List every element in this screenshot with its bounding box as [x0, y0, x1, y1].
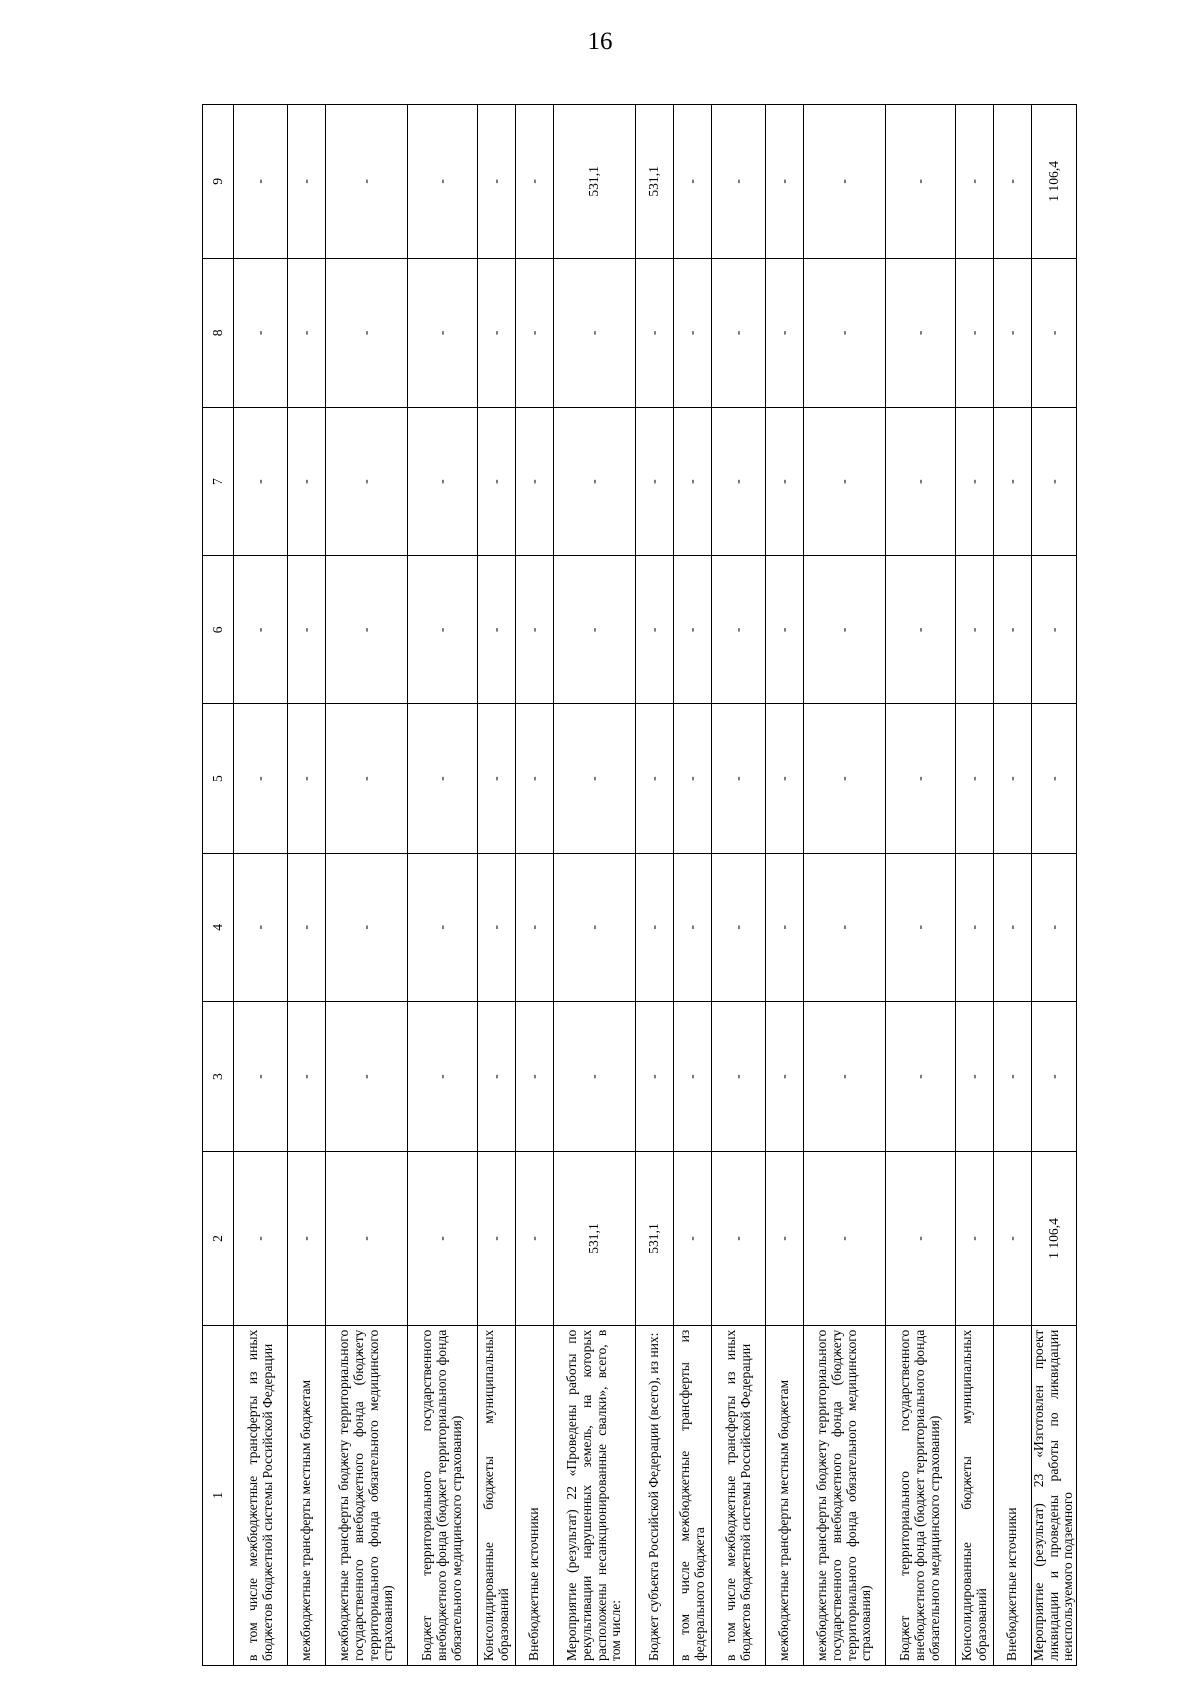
value-cell-col-6: -: [674, 556, 712, 704]
value-cell-col-5: -: [956, 704, 994, 853]
value-cell-col-7: -: [956, 408, 994, 556]
value-cell-col-2: 531,1: [554, 1152, 636, 1325]
row-label-text: в том числе межбюджетные трансферты из иных бюджетов бюджетной системы Российской Федерации: [722, 1329, 753, 1661]
value-cell-col-3: -: [674, 1001, 712, 1151]
column-header-5: 5: [203, 704, 234, 853]
value-cell-col-7: -: [234, 408, 288, 556]
value-cell-col-6: -: [408, 556, 478, 704]
rotated-table-container: [202, 104, 1142, 1666]
value-cell-col-3: -: [994, 1001, 1032, 1151]
page-number: 16: [587, 28, 613, 55]
value-cell-col-5: -: [234, 704, 288, 853]
value-cell-col-6: -: [478, 556, 516, 704]
row-label-text: Бюджет территориального государственного внебюджетного фонда (бюджет территориального фонда обязательного медицинского страхования): [897, 1329, 942, 1661]
value-cell-col-6: -: [712, 556, 766, 704]
value-cell-col-6: -: [288, 556, 326, 704]
table-row: [516, 105, 554, 1666]
value-cell-col-2: -: [994, 1152, 1032, 1325]
value-cell-col-5: -: [712, 704, 766, 853]
value-cell-col-3: -: [636, 1001, 674, 1151]
value-cell-col-7: -: [326, 408, 408, 556]
value-cell-col-4: -: [1032, 853, 1077, 1001]
value-cell-col-4: -: [478, 853, 516, 1001]
row-label-text: Консолидированные бюджеты муниципальных образований: [958, 1329, 989, 1661]
value-cell-col-5: -: [1032, 704, 1077, 853]
row-label-text: Мероприятие (результат) 23 «Изготовлен проект ликвидации и проведены работы по ликвидации неиспользуемого подземного: [1031, 1329, 1076, 1661]
row-label: [886, 1325, 956, 1665]
value-cell-col-4: -: [956, 853, 994, 1001]
table-row: [994, 105, 1032, 1666]
table-row: [712, 105, 766, 1666]
value-cell-col-6: -: [234, 556, 288, 704]
value-cell-col-9: -: [994, 105, 1032, 259]
value-cell-col-8: -: [886, 258, 956, 407]
row-label: [554, 1325, 636, 1665]
row-label: [766, 1325, 804, 1665]
table-row: [956, 105, 994, 1666]
row-label: [478, 1325, 516, 1665]
row-label: [956, 1325, 994, 1665]
table-row: [288, 105, 326, 1666]
row-label: [712, 1325, 766, 1665]
value-cell-col-2: 1 106,4: [1032, 1152, 1077, 1325]
table-row: [766, 105, 804, 1666]
row-label-text: межбюджетные трансферты бюджету территориального государственного внебюджетного фонда (бюджету территориального фонда обязательного медицинского страхования): [814, 1329, 874, 1661]
value-cell-col-3: -: [408, 1001, 478, 1151]
value-cell-col-7: -: [674, 408, 712, 556]
value-cell-col-5: -: [804, 704, 886, 853]
value-cell-col-3: -: [956, 1001, 994, 1151]
value-cell-col-3: -: [712, 1001, 766, 1151]
value-cell-col-9: -: [234, 105, 288, 259]
column-header-8: 8: [203, 258, 234, 407]
value-cell-col-3: -: [554, 1001, 636, 1151]
value-cell-col-8: -: [804, 258, 886, 407]
column-header-1: 1: [203, 1325, 234, 1665]
row-label-text: Внебюджетные источники: [1004, 1507, 1020, 1661]
value-cell-col-7: -: [804, 408, 886, 556]
row-label: [408, 1325, 478, 1665]
value-cell-col-8: -: [234, 258, 288, 407]
value-cell-col-9: 531,1: [636, 105, 674, 259]
header-row: [203, 105, 234, 1666]
value-cell-col-3: -: [804, 1001, 886, 1151]
value-cell-col-8: -: [288, 258, 326, 407]
table-row: [554, 105, 636, 1666]
value-cell-col-3: -: [478, 1001, 516, 1151]
table-row: [408, 105, 478, 1666]
value-cell-col-6: -: [636, 556, 674, 704]
value-cell-col-6: -: [766, 556, 804, 704]
value-cell-col-7: -: [766, 408, 804, 556]
value-cell-col-4: -: [408, 853, 478, 1001]
value-cell-col-4: -: [234, 853, 288, 1001]
value-cell-col-4: -: [288, 853, 326, 1001]
row-label: [326, 1325, 408, 1665]
value-cell-col-7: -: [554, 408, 636, 556]
value-cell-col-5: -: [554, 704, 636, 853]
table-row: [234, 105, 288, 1666]
value-cell-col-6: -: [326, 556, 408, 704]
value-cell-col-5: -: [288, 704, 326, 853]
column-header-9: 9: [203, 105, 234, 259]
value-cell-col-5: -: [326, 704, 408, 853]
table-body: [234, 105, 1077, 1666]
value-cell-col-8: -: [674, 258, 712, 407]
row-label: [804, 1325, 886, 1665]
value-cell-col-3: -: [234, 1001, 288, 1151]
value-cell-col-8: -: [478, 258, 516, 407]
value-cell-col-8: -: [408, 258, 478, 407]
value-cell-col-2: -: [326, 1152, 408, 1325]
value-cell-col-2: -: [674, 1152, 712, 1325]
row-label: [994, 1325, 1032, 1665]
value-cell-col-4: -: [516, 853, 554, 1001]
value-cell-col-8: -: [766, 258, 804, 407]
value-cell-col-9: -: [478, 105, 516, 259]
row-label-text: Консолидированные бюджеты муниципальных образований: [480, 1329, 511, 1661]
value-cell-col-3: -: [516, 1001, 554, 1151]
value-cell-col-9: -: [408, 105, 478, 259]
value-cell-col-2: -: [478, 1152, 516, 1325]
row-label-text: в том числе межбюджетные трансферты из федерального бюджета: [676, 1329, 707, 1661]
value-cell-col-5: -: [478, 704, 516, 853]
value-cell-col-4: -: [674, 853, 712, 1001]
row-label: [1032, 1325, 1077, 1665]
table-frame: [202, 104, 1142, 1666]
table-row: [674, 105, 712, 1666]
value-cell-col-5: -: [886, 704, 956, 853]
table-row: [886, 105, 956, 1666]
row-label: [674, 1325, 712, 1665]
value-cell-col-2: -: [712, 1152, 766, 1325]
value-cell-col-8: -: [326, 258, 408, 407]
value-cell-col-2: -: [288, 1152, 326, 1325]
value-cell-col-3: -: [1032, 1001, 1077, 1151]
table-row: [636, 105, 674, 1666]
value-cell-col-4: -: [766, 853, 804, 1001]
value-cell-col-7: -: [712, 408, 766, 556]
value-cell-col-8: -: [712, 258, 766, 407]
budget-table: [202, 104, 1077, 1666]
value-cell-col-2: -: [234, 1152, 288, 1325]
table-row: [1032, 105, 1077, 1666]
value-cell-col-3: -: [288, 1001, 326, 1151]
value-cell-col-7: -: [636, 408, 674, 556]
value-cell-col-5: -: [516, 704, 554, 853]
value-cell-col-9: 531,1: [554, 105, 636, 259]
value-cell-col-8: -: [994, 258, 1032, 407]
value-cell-col-9: -: [886, 105, 956, 259]
value-cell-col-8: -: [956, 258, 994, 407]
value-cell-col-6: -: [804, 556, 886, 704]
value-cell-col-9: -: [766, 105, 804, 259]
value-cell-col-9: -: [674, 105, 712, 259]
value-cell-col-9: -: [956, 105, 994, 259]
row-label-text: Мероприятие (результат) 22 «Проведены работы по рекультивации нарушенных земель, на которых расположены несанкционированные свалки», всего, в том числе:: [564, 1329, 624, 1661]
value-cell-col-8: -: [554, 258, 636, 407]
row-label: [234, 1325, 288, 1665]
value-cell-col-2: 531,1: [636, 1152, 674, 1325]
value-cell-col-4: -: [804, 853, 886, 1001]
value-cell-col-5: -: [766, 704, 804, 853]
row-label: [516, 1325, 554, 1665]
table-row: [804, 105, 886, 1666]
value-cell-col-5: -: [994, 704, 1032, 853]
value-cell-col-2: -: [766, 1152, 804, 1325]
value-cell-col-9: 1 106,4: [1032, 105, 1077, 259]
column-header-7: 7: [203, 408, 234, 556]
value-cell-col-4: -: [886, 853, 956, 1001]
value-cell-col-9: -: [516, 105, 554, 259]
row-label-text: Бюджет территориального государственного внебюджетного фонда (бюджет территориального фонда обязательного медицинского страхования): [419, 1329, 464, 1661]
value-cell-col-9: -: [288, 105, 326, 259]
column-header-2: 2: [203, 1152, 234, 1325]
value-cell-col-6: -: [994, 556, 1032, 704]
value-cell-col-7: -: [408, 408, 478, 556]
value-cell-col-7: -: [516, 408, 554, 556]
row-label: [636, 1325, 674, 1665]
value-cell-col-8: -: [1032, 258, 1077, 407]
column-header-4: 4: [203, 853, 234, 1001]
value-cell-col-2: -: [886, 1152, 956, 1325]
value-cell-col-6: -: [956, 556, 994, 704]
value-cell-col-3: -: [766, 1001, 804, 1151]
value-cell-col-4: -: [636, 853, 674, 1001]
value-cell-col-5: -: [674, 704, 712, 853]
value-cell-col-4: -: [712, 853, 766, 1001]
row-label-text: Внебюджетные источники: [526, 1507, 542, 1661]
value-cell-col-2: -: [956, 1152, 994, 1325]
row-label-text: в том числе межбюджетные трансферты из иных бюджетов бюджетной системы Российской Федерации: [244, 1329, 275, 1661]
value-cell-col-2: -: [804, 1152, 886, 1325]
row-label-text: межбюджетные трансферты местным бюджетам: [776, 1379, 792, 1661]
value-cell-col-4: -: [554, 853, 636, 1001]
row-label: [288, 1325, 326, 1665]
value-cell-col-9: -: [326, 105, 408, 259]
value-cell-col-4: -: [994, 853, 1032, 1001]
table-row: [326, 105, 408, 1666]
value-cell-col-6: -: [516, 556, 554, 704]
value-cell-col-8: -: [636, 258, 674, 407]
value-cell-col-7: -: [886, 408, 956, 556]
row-label-text: межбюджетные трансферты местным бюджетам: [298, 1379, 314, 1661]
value-cell-col-8: -: [516, 258, 554, 407]
value-cell-col-6: -: [1032, 556, 1077, 704]
value-cell-col-9: -: [712, 105, 766, 259]
value-cell-col-6: -: [886, 556, 956, 704]
value-cell-col-7: -: [288, 408, 326, 556]
value-cell-col-7: -: [478, 408, 516, 556]
table-row: [478, 105, 516, 1666]
value-cell-col-5: -: [636, 704, 674, 853]
value-cell-col-2: -: [516, 1152, 554, 1325]
value-cell-col-3: -: [326, 1001, 408, 1151]
value-cell-col-7: -: [1032, 408, 1077, 556]
row-label-text: межбюджетные трансферты бюджету территориального государственного внебюджетного фонда (бюджету территориального фонда обязательного медицинского страхования): [336, 1329, 396, 1661]
value-cell-col-5: -: [408, 704, 478, 853]
value-cell-col-7: -: [994, 408, 1032, 556]
value-cell-col-6: -: [554, 556, 636, 704]
value-cell-col-2: -: [408, 1152, 478, 1325]
column-header-6: 6: [203, 556, 234, 704]
row-label-text: Бюджет субъекта Российской Федерации (всего), из них:: [646, 1332, 662, 1661]
value-cell-col-4: -: [326, 853, 408, 1001]
value-cell-col-9: -: [804, 105, 886, 259]
value-cell-col-3: -: [886, 1001, 956, 1151]
column-header-3: 3: [203, 1001, 234, 1151]
